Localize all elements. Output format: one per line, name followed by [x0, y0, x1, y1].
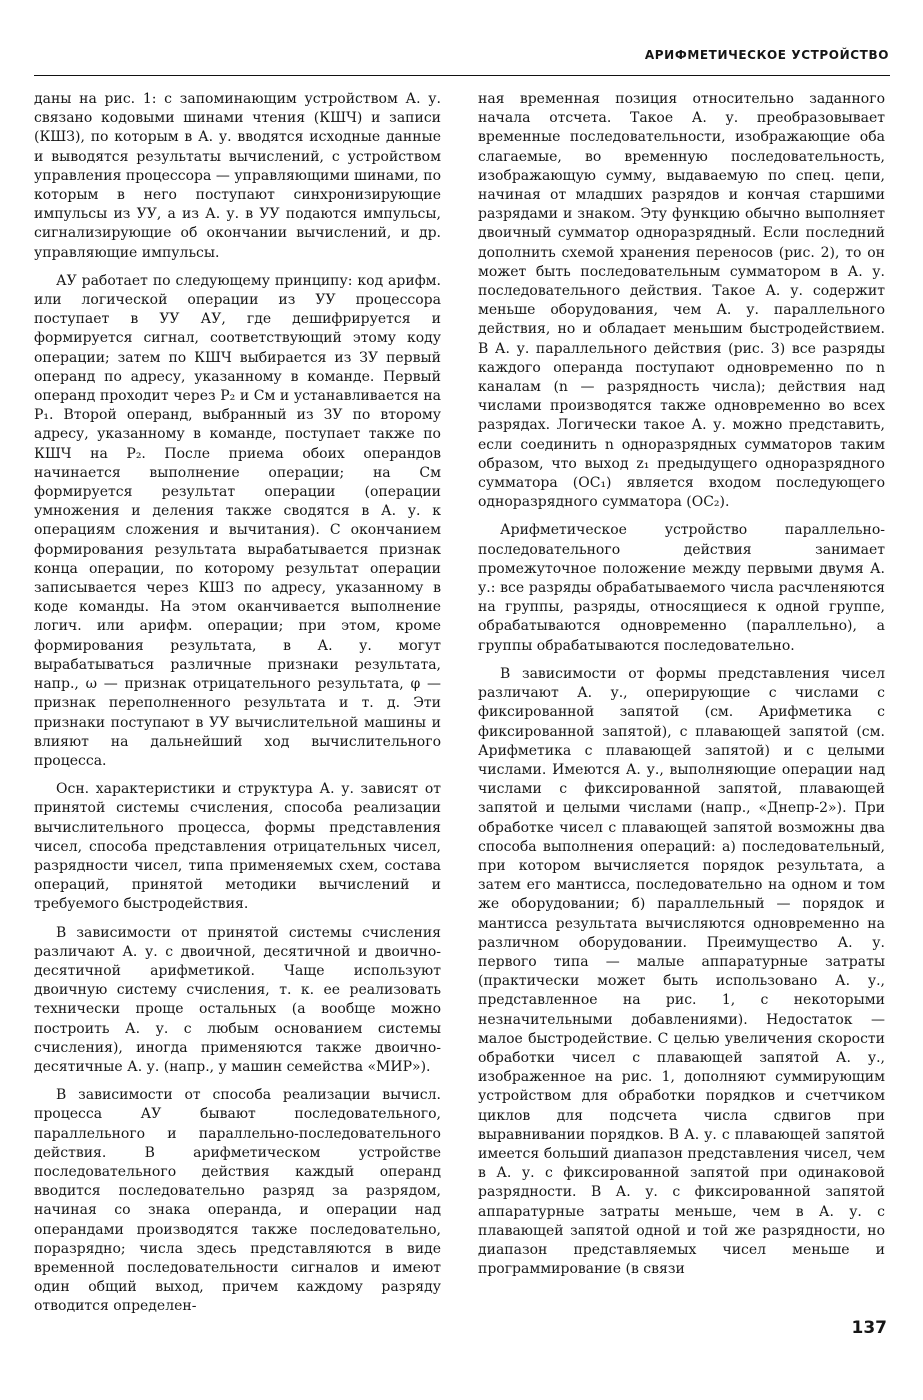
- right-column: [478, 90, 885, 1279]
- page-number: 137: [851, 1318, 887, 1338]
- paragraph: В зависимости от принятой системы счисления различают А. у. с двоичной, десятичной и двоично-десятичной арифметикой. Чаще используют двоичную систему счисления, т. к. ее реализовать технически проще остальных (а вообще можно построить А. у. с любым основанием системы счисления), иногда применяются также двоично-десятичные А. у. (напр., у машин семейства «МИР»).: [34, 924, 441, 1075]
- header-rule: [34, 75, 890, 76]
- paragraph: ная временная позиция относительно заданного начала отсчета. Такое А. у. преобразовывает временные последовательности, изображающие оба слагаемые, во временную последовательность, изображающую сумму, выдаваемую по спец. цепи, начиная от младших разрядов и кончая старшими разрядами и знаком. Эту функцию обычно выполняет двоичный сумматор одноразрядный. Если последний дополнить схемой хранения переносов (рис. 2), то он может быть последовательным сумматором в А. у. последовательного действия. Такое А. у. содержит меньше оборудования, чем А. у. параллельного действия, но и обладает меньшим быстродействием. В А. у. параллельного действия (рис. 3) все разряды каждого операнда поступают одновременно по n каналам (n — разрядность числа); действия над числами производятся также одновременно во всех разрядах. Логически такое А. у. можно представить, если соединить n одноразрядных сумматоров таким образом, что выход z₁ предыдущего одноразрядного сумматора (ОС₁) является входом последующего одноразрядного сумматора (ОС₂).: [478, 91, 885, 511]
- paragraph: Арифметическое устройство параллельно-последовательного действия занимает промежуточное положение между первыми двумя А. у.: все разряды обрабатываемого числа расчленяются на группы, разряды, относящиеся к одной группе, обрабатываются одновременно (параллельно), а группы обрабатываются последовательно.: [478, 522, 885, 654]
- paragraph: Осн. характеристики и структура А. у. зависят от принятой системы счисления, способа реализации вычислительного процесса, формы представления чисел, способа представления отрицательных чисел, разрядности чисел, типа применяемых схем, состава операций, принятой методики вычислений и требуемого быстродействия.: [34, 781, 441, 913]
- paragraph: АУ работает по следующему принципу: код арифм. или логической операции из УУ процессора поступает в УУ АУ, где дешифрируется и формируется сигнал, соответствующий этому коду операции; затем по КШЧ выбирается из ЗУ первый операнд по адресу, указанному в команде. Первый операнд проходит через Р₂ и См и устанавливается на Р₁. Второй операнд, выбранный из ЗУ по второму адресу, указанному в команде, поступает также по КШЧ на Р₂. После приема обоих операндов начинается выполнение операции; на См формируется результат операции (операции умножения и деления также сводятся в А. у. к операциям сложения и вычитания). С окончанием формирования результата вырабатывается признак конца операции, по которому результат операции записывается через КШЗ по адресу, указанному в коде команды. На этом оканчивается выполнение логич. или арифм. операции; при этом, кроме формирования результата, в А. у. могут вырабатываться различные признаки результата, напр., ω — признак отрицательного результата, φ — признак переполненного результата и т. д. Эти признаки поступают в УУ вычислительной машины и влияют на дальнейший ход вычислительного процесса.: [34, 272, 441, 769]
- paragraph: В зависимости от формы представления чисел различают А. у., оперирующие с числами с фиксированной запятой (см. Арифметика с фиксированной запятой), с плавающей запятой (см. Арифметика с плавающей запятой) и с целыми числами. Имеются А. у., выполняющие операции над числами с фиксированной запятой, плавающей запятой и целыми числами (напр., «Днепр-2»). При обработке чисел с плавающей запятой возможны два способа выполнения операций: а) последовательный, при котором вычисляется порядок результата, а затем его мантисса, последовательно на одном и том же оборудовании; б) параллельный — порядок и мантисса результата вычисляются одновременно на различном оборудовании. Преимущество А. у. первого типа — малые аппаратурные затраты (практически может быть использовано А. у., представленное на рис. 1, с некоторыми незначительными добавлениями). Недостаток — малое быстродействие. С целью увеличения скорости обработки чисел с плавающей запятой А. у., изображенное на рис. 1, дополняют суммирующим устройством для обработки порядков и счетчиком циклов для подсчета числа сдвигов при выравнивании порядков. В А. у. с плавающей запятой имеется больший диапазон представления чисел, чем в А. у. с фиксированной запятой при одинаковой разрядности. В А. у. с фиксированной запятой аппаратурные затраты меньше, чем в А. у. с плавающей запятой одной и той же разрядности, но диапазон представляемых чисел меньше и программирование (в связи: [478, 665, 885, 1278]
- paragraph: даны на рис. 1: с запоминающим устройством А. у. связано кодовыми шинами чтения (КШЧ) и записи (КШЗ), по которым в А. у. вводятся исходные данные и выводятся результаты вычислений, с устройством управления процессора — управляющими шинами, по которым в него поступают синхронизирующие импульсы из УУ, а из А. у. в УУ подаются импульсы, сигнализирующие об окончании вычислений, и др. управляющие импульсы.: [34, 91, 441, 261]
- paragraph: В зависимости от способа реализации вычисл. процесса АУ бывают последовательного, параллельного и параллельно-последовательного действия. В арифметическом устройстве последовательного действия каждый операнд вводится последовательно разряд за разрядом, начиная со знака операнда, и операции над операндами производятся также последовательно, поразрядно; числа здесь представляются в виде временной последовательности сигналов и имеют один общий выход, причем каждому разряду отводится определен-: [34, 1087, 441, 1315]
- left-column: [34, 90, 441, 1317]
- running-head: АРИФМЕТИЧЕСКОЕ УСТРОЙСТВО: [644, 48, 889, 62]
